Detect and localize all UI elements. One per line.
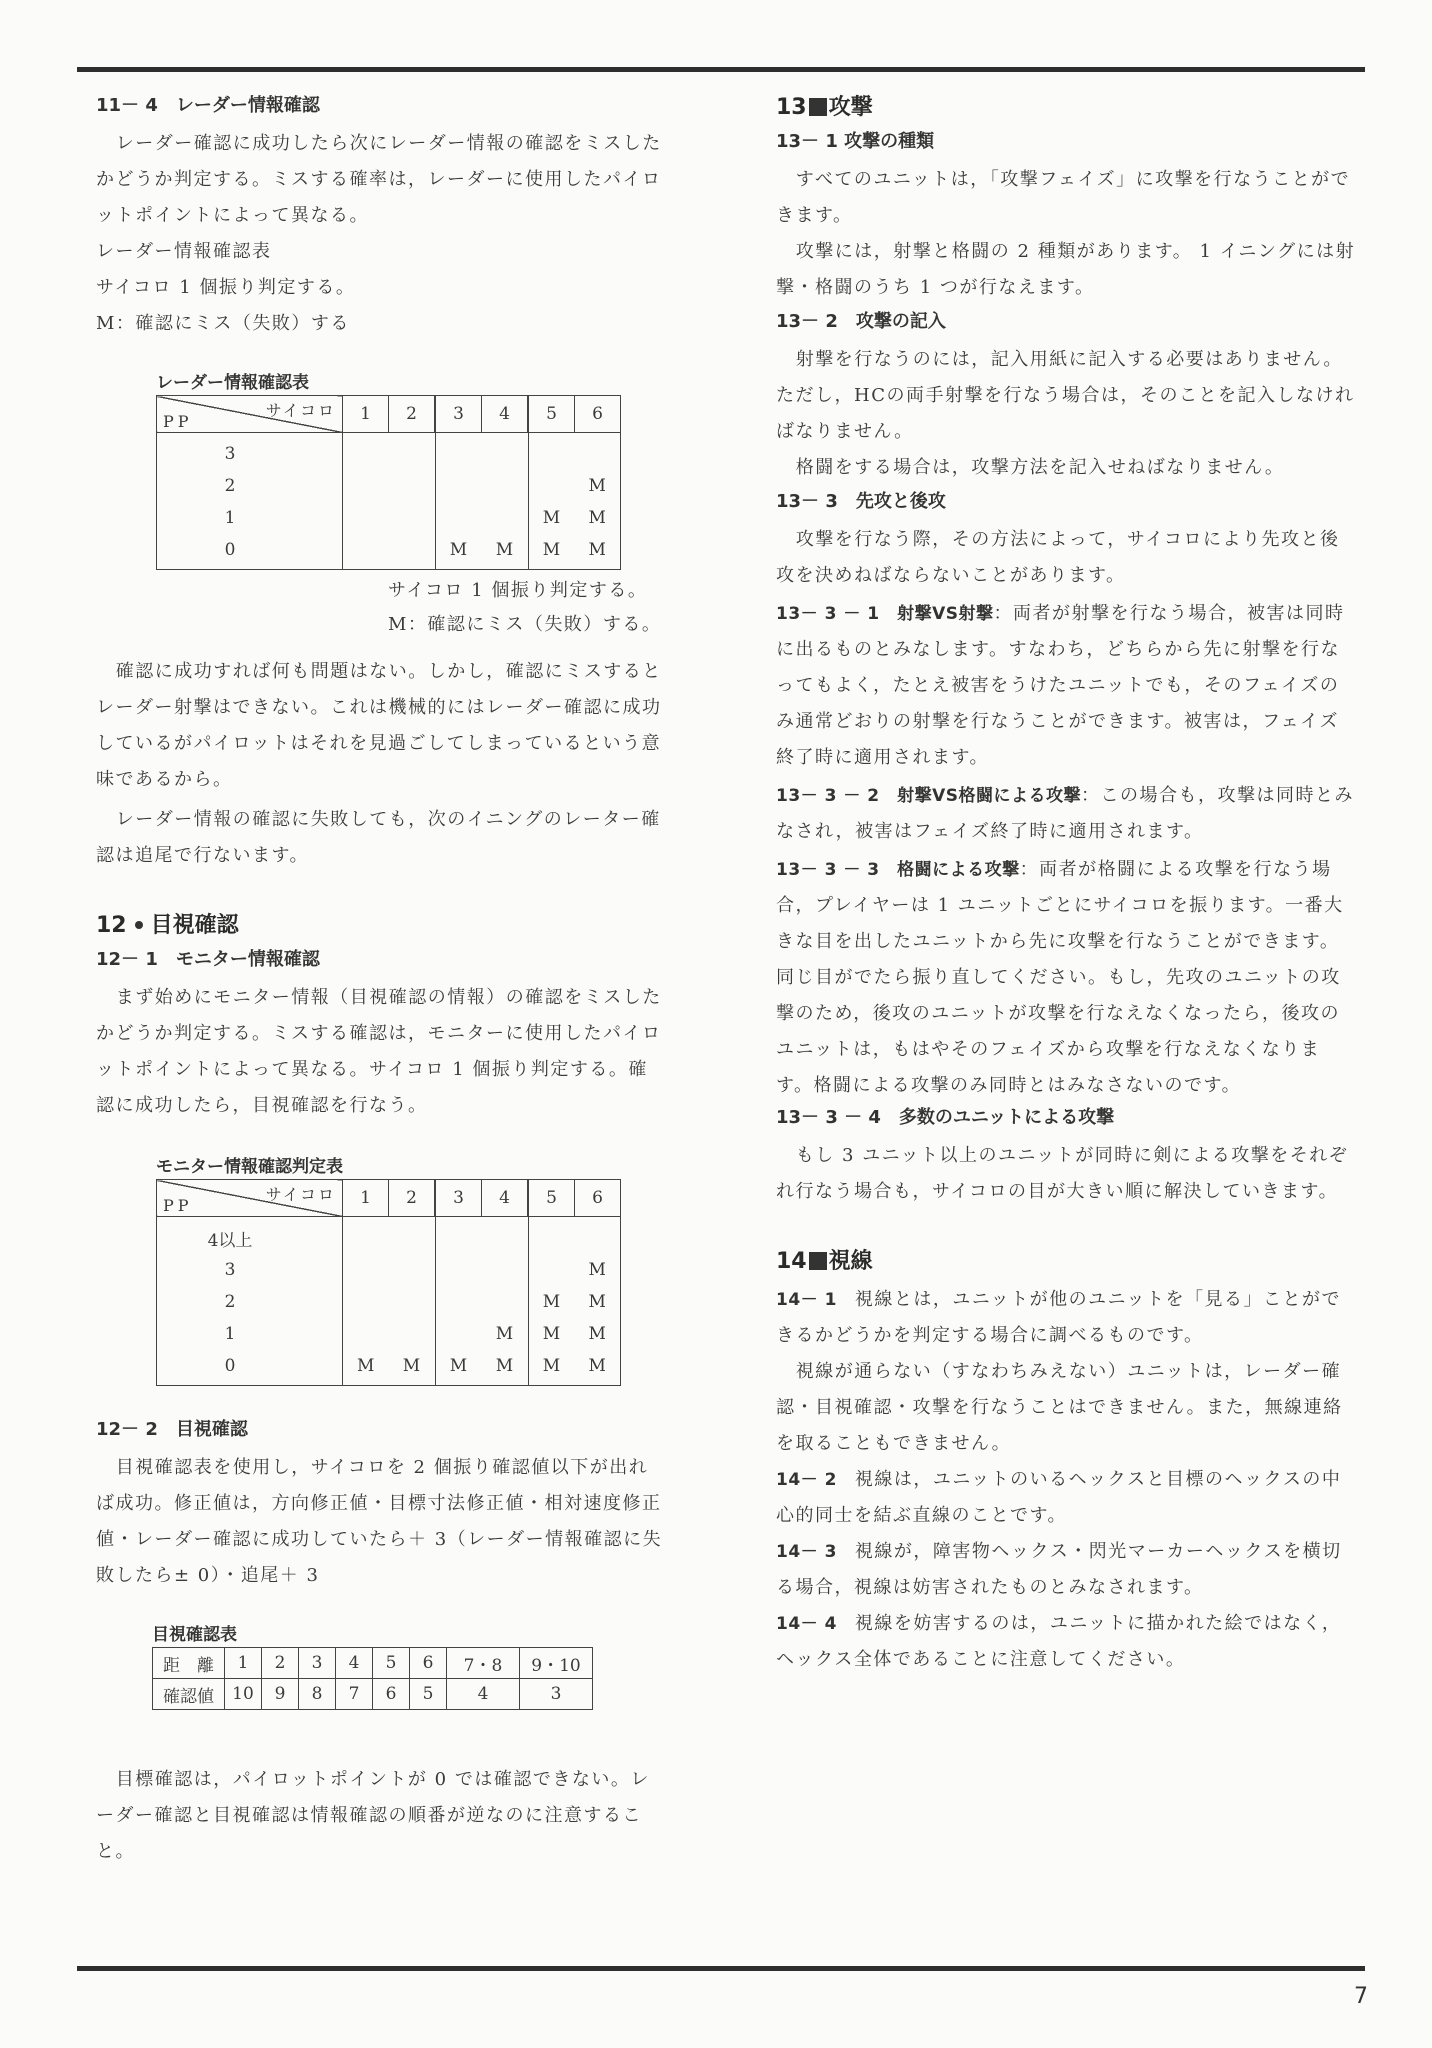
table-cell [343, 534, 389, 570]
paragraph: レーダー情報確認表 [96, 241, 272, 262]
paragraph: サイコロ 1 個振り判定する。 [96, 277, 356, 298]
table-cell [343, 1318, 389, 1350]
table-corner [157, 1180, 343, 1217]
radar-table-block [156, 368, 666, 642]
section-13-1-heading: 13－ 1 攻撃の種類 [776, 131, 935, 152]
paragraph: レーダー確認に成功したら次にレーダー情報の確認をミスしたかどうか判定する。ミスする確率は，レーダーに使用したパイロットポイントによって異なる。 [96, 133, 662, 226]
section-13-3-2-heading: 13－ 3 － 2 射撃VS格闘による攻撃 [776, 786, 1081, 806]
table-row [153, 1648, 593, 1679]
table-cell: M [528, 502, 575, 534]
section-13-2-heading: 13－ 2 攻撃の記入 [776, 311, 946, 332]
square-bullet-icon [809, 98, 827, 116]
table-row [157, 1217, 621, 1255]
pp-value-cell: 1 [157, 502, 343, 534]
table-row [157, 502, 621, 534]
table-row [157, 534, 621, 570]
row-label-cell: 確認値 [153, 1679, 225, 1710]
table-header-cell: 3 [435, 396, 482, 433]
table-header-cell: 4 [482, 1180, 529, 1217]
sight-table-block [152, 1620, 666, 1710]
paragraph: 攻撃には，射撃と格闘の 2 種類があります。 1 イニングには射撃・格闘のうち 1 つが行なえます。 [776, 241, 1356, 298]
pp-value-cell: 2 [157, 470, 343, 502]
pp-value-cell: 4以上 [157, 1217, 343, 1255]
paragraph: 13－ 3 － 2 射撃VS格闘による攻撃：この場合も，攻撃は同時とみなされ，被害はフェイズ終了時に適用されます。 [776, 785, 1354, 842]
radar-info-table [156, 395, 621, 570]
table-header-cell: 5 [528, 396, 575, 433]
table-row [157, 433, 621, 471]
table-header-cell: 6 [575, 396, 621, 433]
table-header-cell: 2 [389, 396, 436, 433]
table-cell: 2 [262, 1648, 299, 1679]
pp-value-cell: 0 [157, 1350, 343, 1386]
table-row [153, 1679, 593, 1710]
section-14-2-heading: 14－ 2 [776, 1470, 837, 1490]
table-cell [482, 1286, 529, 1318]
pp-value-cell: 0 [157, 534, 343, 570]
table-cell [435, 1217, 482, 1255]
table-cell: 4 [447, 1679, 520, 1710]
table-cell [435, 1286, 482, 1318]
table-cell [575, 1217, 621, 1255]
table-cell: M [435, 1350, 482, 1386]
top-rule [77, 67, 1365, 72]
table-cell [482, 502, 529, 534]
paragraph: 14－ 3 視線が，障害物ヘックス・閃光マーカーヘックスを横切る場合，視線は妨害されたものとみなされます。 [776, 1541, 1342, 1598]
table-row [157, 1318, 621, 1350]
table-cell [343, 1254, 389, 1286]
table-cell: M [575, 1350, 621, 1386]
table-cell [528, 1217, 575, 1255]
section-14-title: 14 視線 [776, 1249, 873, 1274]
table-row [157, 1350, 621, 1386]
table-cell: 3 [520, 1679, 593, 1710]
paragraph: 確認に成功すれば何も問題はない。しかし，確認にミスするとレーダー射撃はできない。これは機械的にはレーダー確認に成功しているがパイロットはそれを見過ごしてしまっているという意味であるから。 [96, 661, 662, 790]
table-cell: 8 [299, 1679, 336, 1710]
page-number: 7 [1354, 1984, 1368, 2009]
monitor-table-block [156, 1152, 666, 1386]
section-11-4-heading: 11－ 4 レーダー情報確認 [96, 95, 320, 116]
section-14-3-heading: 14－ 3 [776, 1542, 837, 1562]
table-cell [343, 433, 389, 471]
table-cell: M [482, 1318, 529, 1350]
section-13-title: 13 攻撃 [776, 95, 873, 120]
table-cell: 1 [225, 1648, 262, 1679]
table-row [157, 470, 621, 502]
table-header-cell: 5 [528, 1180, 575, 1217]
table-cell: M [482, 534, 529, 570]
table-cell: M [575, 1318, 621, 1350]
table-header-cell: 3 [435, 1180, 482, 1217]
paragraph: 射撃を行なうのには，記入用紙に記入する必要はありません。ただし，HCの両手射撃を行なう場合は，そのことを記入しなければなりません。 [776, 349, 1355, 442]
table-cell [482, 1217, 529, 1255]
square-bullet-icon [809, 1252, 827, 1270]
table-cell: M [528, 1318, 575, 1350]
table-cell [389, 470, 436, 502]
section-12-2-heading: 12－ 2 目視確認 [96, 1419, 248, 1440]
section-13-3-4-heading: 13－ 3 － 4 多数のユニットによる攻撃 [776, 1107, 1115, 1128]
table-header-cell: 1 [343, 396, 389, 433]
paragraph: M：確認にミス（失敗）する [96, 313, 350, 334]
table-title: 目視確認表 [152, 1625, 237, 1645]
table-cell [389, 1254, 436, 1286]
table-cell [435, 1254, 482, 1286]
table-header-cell: 2 [389, 1180, 436, 1217]
bottom-rule [77, 1966, 1365, 1971]
corner-dice-label: サイコロ [265, 1185, 336, 1204]
table-cell [482, 433, 529, 471]
table-cell [389, 1286, 436, 1318]
table-cell [435, 470, 482, 502]
table-cell [389, 1217, 436, 1255]
corner-dice-label: サイコロ [265, 401, 336, 420]
table-cell [389, 502, 436, 534]
paragraph: 13－ 3 － 1 射撃VS射撃：両者が射撃を行なう場合，被害は同時に出るものとみなします。すなわち，どちらから先に射撃を行なってもよく，たとえ被害をうけたユニットでも，そのフェイズのみ通常どおりの射撃を行なうことができます。被害は，フェイズ終了時に適用されます。 [776, 603, 1345, 768]
paragraph: 攻撃を行なう際，その方法によって，サイコロにより先攻と後攻を決めねばならないことがあります。 [776, 529, 1340, 586]
paragraph: 14－ 4 視線を妨害するのは，ユニットに描かれた絵ではなく，ヘックス全体であることに注意してください。 [776, 1613, 1342, 1670]
section-14-1-heading: 14－ 1 [776, 1290, 837, 1310]
table-cell [528, 433, 575, 471]
table-cell [389, 534, 436, 570]
paragraph: 視線が通らない（すなわちみえない）ユニットは，レーダー確認・目視確認・攻撃を行なうことはできません。また，無線連絡を取ることもできません。 [776, 1361, 1343, 1454]
paragraph: レーダー情報の確認に失敗しても，次のイニングのレーター確認は追尾で行ないます。 [96, 809, 661, 866]
table-cell: 9・10 [520, 1648, 593, 1679]
table-cell: M [575, 470, 621, 502]
table-cell: 3 [299, 1648, 336, 1679]
pp-value-cell: 3 [157, 433, 343, 471]
table-cell: M [482, 1350, 529, 1386]
table-cell: 10 [225, 1679, 262, 1710]
paragraph: 目標確認は，パイロットポイントが 0 では確認できない。レーダー確認と目視確認は情報確認の順番が逆なのに注意すること。 [96, 1769, 650, 1862]
pp-value-cell: 2 [157, 1286, 343, 1318]
paragraph: すべてのユニットは，「攻撃フェイズ」に攻撃を行なうことができます。 [776, 169, 1351, 226]
section-12-title: 12 目視確認 [96, 913, 239, 938]
table-cell [389, 1318, 436, 1350]
pp-value-cell: 3 [157, 1254, 343, 1286]
row-label-cell: 距 離 [153, 1648, 225, 1679]
table-cell: M [528, 1286, 575, 1318]
table-cell: 7・8 [447, 1648, 520, 1679]
table-cell: M [389, 1350, 436, 1386]
pp-value-cell: 1 [157, 1318, 343, 1350]
table-cell: 5 [410, 1679, 447, 1710]
table-caption: サイコロ 1 個振り判定する。 [388, 580, 648, 601]
section-13-3-3-heading: 13－ 3 － 3 格闘による攻撃 [776, 860, 1020, 880]
table-cell [575, 433, 621, 471]
table-cell [482, 470, 529, 502]
paragraph: 13－ 3 － 3 格闘による攻撃：両者が格闘による攻撃を行なう場合，プレイヤーは 1 ユニットごとにサイコロを振ります。一番大きな目を出したユニットから先に攻撃を行なうことができます。同じ目がでたら振り直してください。もし，先攻のユニットの攻撃のため，後攻のユニットが攻撃を行なえなくなったら，後攻のユニットは，もはやそのフェイズから攻撃を行なえなくなります。格闘による攻撃のみ同時とはみなさないのです。 [776, 859, 1344, 1096]
table-cell: 7 [336, 1679, 373, 1710]
table-cell [343, 470, 389, 502]
table-cell [389, 433, 436, 471]
table-cell [435, 502, 482, 534]
table-cell: M [435, 534, 482, 570]
table-corner [157, 396, 343, 433]
bullet-icon [135, 921, 143, 929]
section-13-3-1-heading: 13－ 3 － 1 射撃VS射撃 [776, 604, 994, 624]
table-cell [482, 1254, 529, 1286]
table-title: レーダー情報確認表 [156, 373, 309, 393]
paragraph: 格闘をする場合は，攻撃方法を記入せねばなりません。 [795, 457, 1285, 478]
right-column [776, 92, 1356, 1678]
paragraph: まず始めにモニター情報（目視確認の情報）の確認をミスしたかどうか判定する。ミスする確認は，モニターに使用したパイロットポイントによって異なる。サイコロ 1 個振り判定する。確認に成功したら，目視確認を行なう。 [96, 987, 662, 1116]
table-cell: 6 [373, 1679, 410, 1710]
table-cell: M [575, 502, 621, 534]
table-header-cell: 6 [575, 1180, 621, 1217]
table-cell: 9 [262, 1679, 299, 1710]
table-header-cell: 4 [482, 396, 529, 433]
table-cell: M [575, 534, 621, 570]
corner-pp-label: PP [163, 412, 193, 431]
table-cell [435, 433, 482, 471]
table-cell [343, 1217, 389, 1255]
corner-pp-label: PP [163, 1196, 193, 1215]
table-row [157, 1254, 621, 1286]
table-row [157, 1286, 621, 1318]
sight-confirm-table [152, 1647, 593, 1710]
paragraph: 14－ 2 視線は，ユニットのいるヘックスと目標のヘックスの中心的同士を結ぶ直線のことです。 [776, 1469, 1342, 1526]
table-cell: M [343, 1350, 389, 1386]
table-cell: 4 [336, 1648, 373, 1679]
paragraph: もし 3 ユニット以上のユニットが同時に剣による攻撃をそれぞれ行なう場合も，サイコロの目が大きい順に解決していきます。 [776, 1145, 1349, 1202]
table-cell: M [575, 1254, 621, 1286]
table-cell [528, 470, 575, 502]
table-cell: 5 [373, 1648, 410, 1679]
table-cell [343, 502, 389, 534]
table-title: モニター情報確認判定表 [156, 1157, 343, 1177]
paragraph: 目視確認表を使用し，サイコロを 2 個振り確認値以下が出れば成功。修正値は，方向修正値・目標寸法修正値・相対速度修正値・レーダー確認に成功していたら＋ 3（レーダー情報確認に失敗したら± 0）・追尾＋ 3 [96, 1457, 663, 1586]
section-12-1-heading: 12－ 1 モニター情報確認 [96, 949, 320, 970]
left-column [96, 92, 666, 1870]
table-caption: M：確認にミス（失敗）する。 [388, 614, 662, 635]
section-13-3-heading: 13－ 3 先攻と後攻 [776, 491, 946, 512]
table-cell [435, 1318, 482, 1350]
table-cell [528, 1254, 575, 1286]
table-cell: 6 [410, 1648, 447, 1679]
table-cell: M [528, 1350, 575, 1386]
monitor-info-table [156, 1179, 621, 1386]
paragraph: 14－ 1 視線とは，ユニットが他のユニットを「見る」ことができるかどうかを判定する場合に調べるものです。 [776, 1289, 1341, 1346]
section-14-4-heading: 14－ 4 [776, 1614, 837, 1634]
table-header-cell: 1 [343, 1180, 389, 1217]
table-cell: M [528, 534, 575, 570]
table-cell: M [575, 1286, 621, 1318]
table-cell [343, 1286, 389, 1318]
